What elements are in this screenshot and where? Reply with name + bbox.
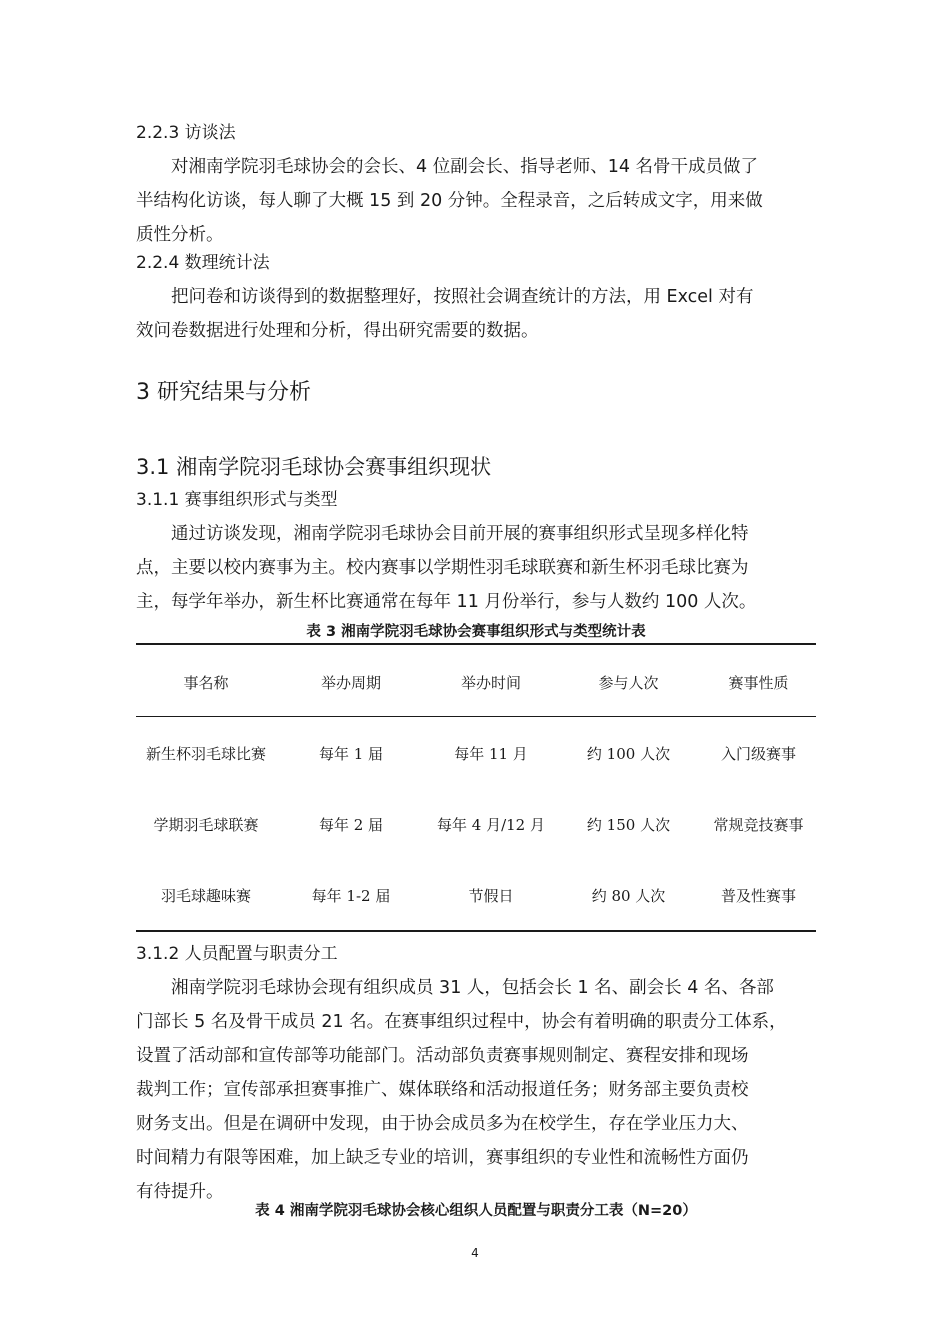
table-cell: 常规竞技赛事 xyxy=(713,816,804,834)
table-cell: 节假日 xyxy=(468,887,514,905)
table-header-cell: 举办时间 xyxy=(460,674,521,692)
paragraph-line: 点，主要以校内赛事为主。校内赛事以学期性羽毛球联赛和新生杯羽毛球比赛为 xyxy=(136,558,749,578)
table-header-row xyxy=(136,668,816,698)
table-top-rule xyxy=(136,643,816,645)
table-header-cell: 赛事性质 xyxy=(728,674,789,692)
table-3 xyxy=(136,643,816,933)
table-cell: 学期羽毛球联赛 xyxy=(153,816,259,834)
section-heading-3-1-2: 3.1.2 人员配置与职责分工 xyxy=(136,944,338,964)
paragraph-line: 通过访谈发现，湘南学院羽毛球协会目前开展的赛事组织形式呈现多样化特 xyxy=(171,524,749,544)
section-heading-2-2-4: 2.2.4 数理统计法 xyxy=(136,253,270,273)
paragraph-line: 主，每学年举办，新生杯比赛通常在每年 11 月份举行，参与人数约 100 人次。 xyxy=(136,592,757,612)
table-cell: 约 80 人次 xyxy=(591,887,666,905)
table-row xyxy=(136,739,816,769)
paragraph-interview-method xyxy=(136,150,816,252)
chapter-heading-3: 3 研究结果与分析 xyxy=(136,380,311,405)
table-cell: 每年 2 届 xyxy=(318,816,384,834)
table-cell: 入门级赛事 xyxy=(720,745,796,763)
table-3-caption: 表 3 湘南学院羽毛球协会赛事组织形式与类型统计表 xyxy=(306,624,646,640)
table-cell: 普及性赛事 xyxy=(720,887,796,905)
paragraph-line: 时间精力有限等困难，加上缺乏专业的培训，赛事组织的专业性和流畅性方面仍 xyxy=(136,1148,749,1168)
section-heading-3-1-1: 3.1.1 赛事组织形式与类型 xyxy=(136,490,338,510)
paragraph-line: 财务支出。但是在调研中发现，由于协会成员多为在校学生，存在学业压力大、 xyxy=(136,1114,749,1134)
paragraph-line: 湘南学院羽毛球协会现有组织成员 31 人，包括会长 1 名、副会长 4 名、各部 xyxy=(171,978,774,998)
paragraph-line: 裁判工作；宣传部承担赛事推广、媒体联络和活动报道任务；财务部主要负责校 xyxy=(136,1080,749,1100)
paragraph-staffing xyxy=(136,971,816,1209)
paragraph-line: 把问卷和访谈得到的数据整理好，按照社会调查统计的方法，用 Excel 对有 xyxy=(171,287,754,307)
table-cell: 每年 1-2 届 xyxy=(311,887,391,905)
paragraph-line: 设置了活动部和宣传部等功能部门。活动部负责赛事规则制定、赛程安排和现场 xyxy=(136,1046,749,1066)
table-header-cell: 事名称 xyxy=(183,674,229,692)
section-heading-3-1: 3.1 湘南学院羽毛球协会赛事组织现状 xyxy=(136,455,492,479)
table-cell: 每年 1 届 xyxy=(318,745,384,763)
paragraph-line: 门部长 5 名及骨干成员 21 名。在赛事组织过程中，协会有着明确的职责分工体系， xyxy=(136,1012,787,1032)
page-number: 4 xyxy=(471,1246,479,1260)
table-cell: 约 150 人次 xyxy=(586,816,671,834)
paragraph-line: 半结构化访谈，每人聊了大概 15 到 20 分钟。全程录音，之后转成文字，用来做 xyxy=(136,191,763,211)
paragraph-line: 效问卷数据进行处理和分析，得出研究需要的数据。 xyxy=(136,321,539,341)
table-row xyxy=(136,881,816,911)
paragraph-statistics-method xyxy=(136,280,816,348)
table-cell: 每年 4 月/12 月 xyxy=(437,816,545,834)
table-header-rule xyxy=(136,716,816,717)
table-bottom-rule xyxy=(136,930,816,932)
table-4-caption: 表 4 湘南学院羽毛球协会核心组织人员配置与职责分工表（N=20） xyxy=(255,1203,697,1219)
paragraph-line: 有待提升。 xyxy=(136,1182,224,1202)
table-cell: 新生杯羽毛球比赛 xyxy=(145,745,266,763)
section-heading-2-2-3: 2.2.3 访谈法 xyxy=(136,123,236,143)
paragraph-line: 质性分析。 xyxy=(136,225,224,245)
table-row xyxy=(136,810,816,840)
table-header-cell: 参与人次 xyxy=(598,674,659,692)
table-header-cell: 举办周期 xyxy=(320,674,381,692)
paragraph-event-types xyxy=(136,517,816,619)
paragraph-line: 对湘南学院羽毛球协会的会长、4 位副会长、指导老师、14 名骨干成员做了 xyxy=(171,157,759,177)
table-cell: 每年 11 月 xyxy=(454,745,528,763)
table-cell: 羽毛球趣味赛 xyxy=(160,887,251,905)
table-cell: 约 100 人次 xyxy=(586,745,671,763)
